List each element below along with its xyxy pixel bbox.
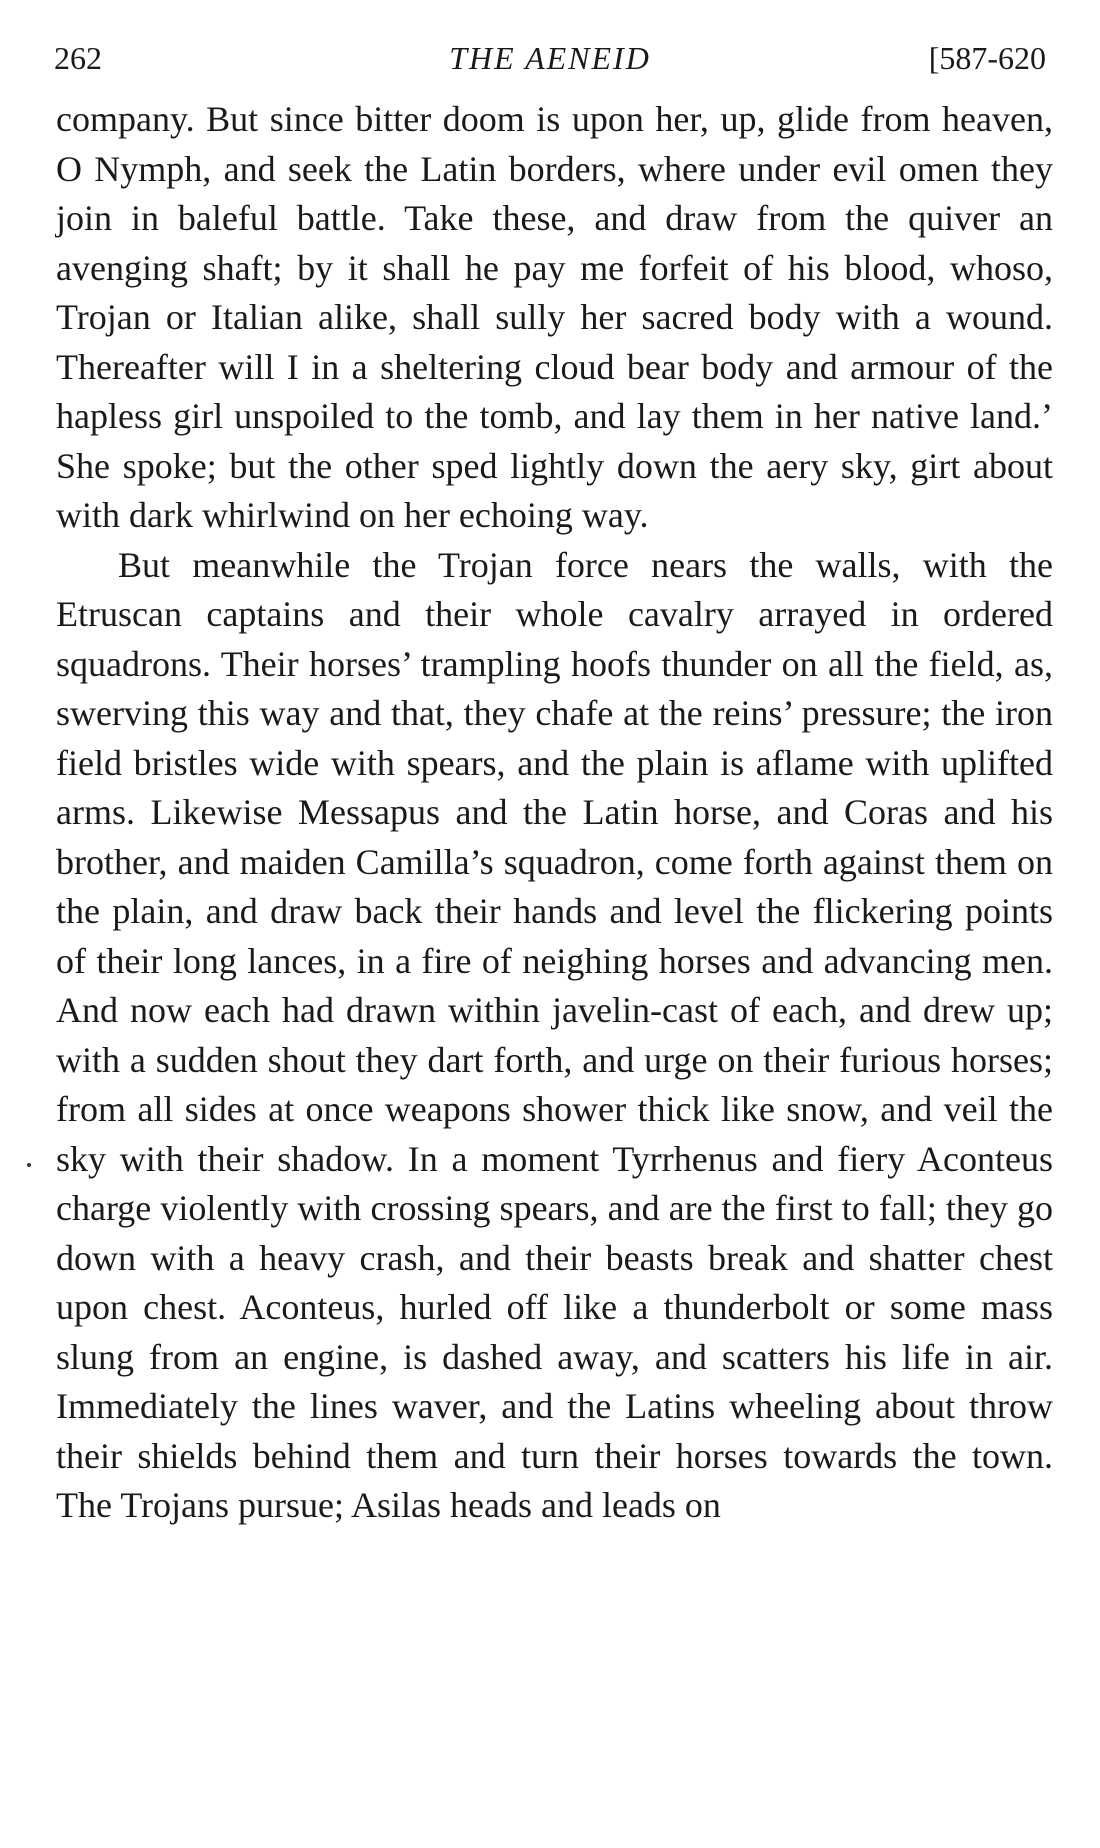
running-title: THE AENEID: [449, 40, 651, 76]
page-number: 262: [54, 40, 102, 76]
paragraph: But meanwhile the Trojan force nears the walls, with the Etruscan captains and their whole cavalry arrayed in ordered squadrons. Their horses’ trampling hoofs thunder on all the field, as, swerving this way and that, they chafe at the reins’ pressure; the iron field bristles wide with spears, and the plain is aflame with uplifted arms. Likewise Messapus and the Latin horse, and Coras and his brother, and maiden Camilla’s squadron, come forth against them on the plain, and draw back their hands and level the flickering points of their long lances, in a fire of neighing horses and advancing men. And now each had drawn within javelin-cast of each, and drew up; with a sudden shout they dart forth, and urge on their furious horses; from all sides at once weapons shower thick like snow, and veil the sky with their shadow. In a moment Tyrrhenus and fiery Aconteus charge violently with crossing spears, and are the first to fall; they go down with a heavy crash, and their beasts break and shatter chest upon chest. Aconteus, hurled off like a thunderbolt or some mass slung from an engine, is dashed away, and scatters his life in air. Immediately the lines waver, and the Latins wheeling about throw their shields behind them and turn their horses towards the town. The Trojans pursue; Asilas heads and leads on: [56, 544, 1053, 1525]
line-range: [587-620: [928, 40, 1046, 76]
stray-ink-mark: [27, 1163, 31, 1167]
running-head: [50, 36, 1050, 80]
paragraph-continued: company. But since bitter doom is upon her, up, glide from heaven, O Nymph, and seek the Latin borders, where under evil omen they join in baleful battle. Take these, and draw from the quiver an avenging shaft; by it shall he pay me forfeit of his blood, whoso, Trojan or Italian alike, shall sully her sacred body with a wound. Thereafter will I in a sheltering cloud bear body and armour of the hapless girl unspoiled to the tomb, and lay them in her native land.’ She spoke; but the other sped lightly down the aery sky, girt about with dark whirlwind on her echoing way.: [56, 99, 1053, 535]
body-text: [56, 95, 1053, 1531]
